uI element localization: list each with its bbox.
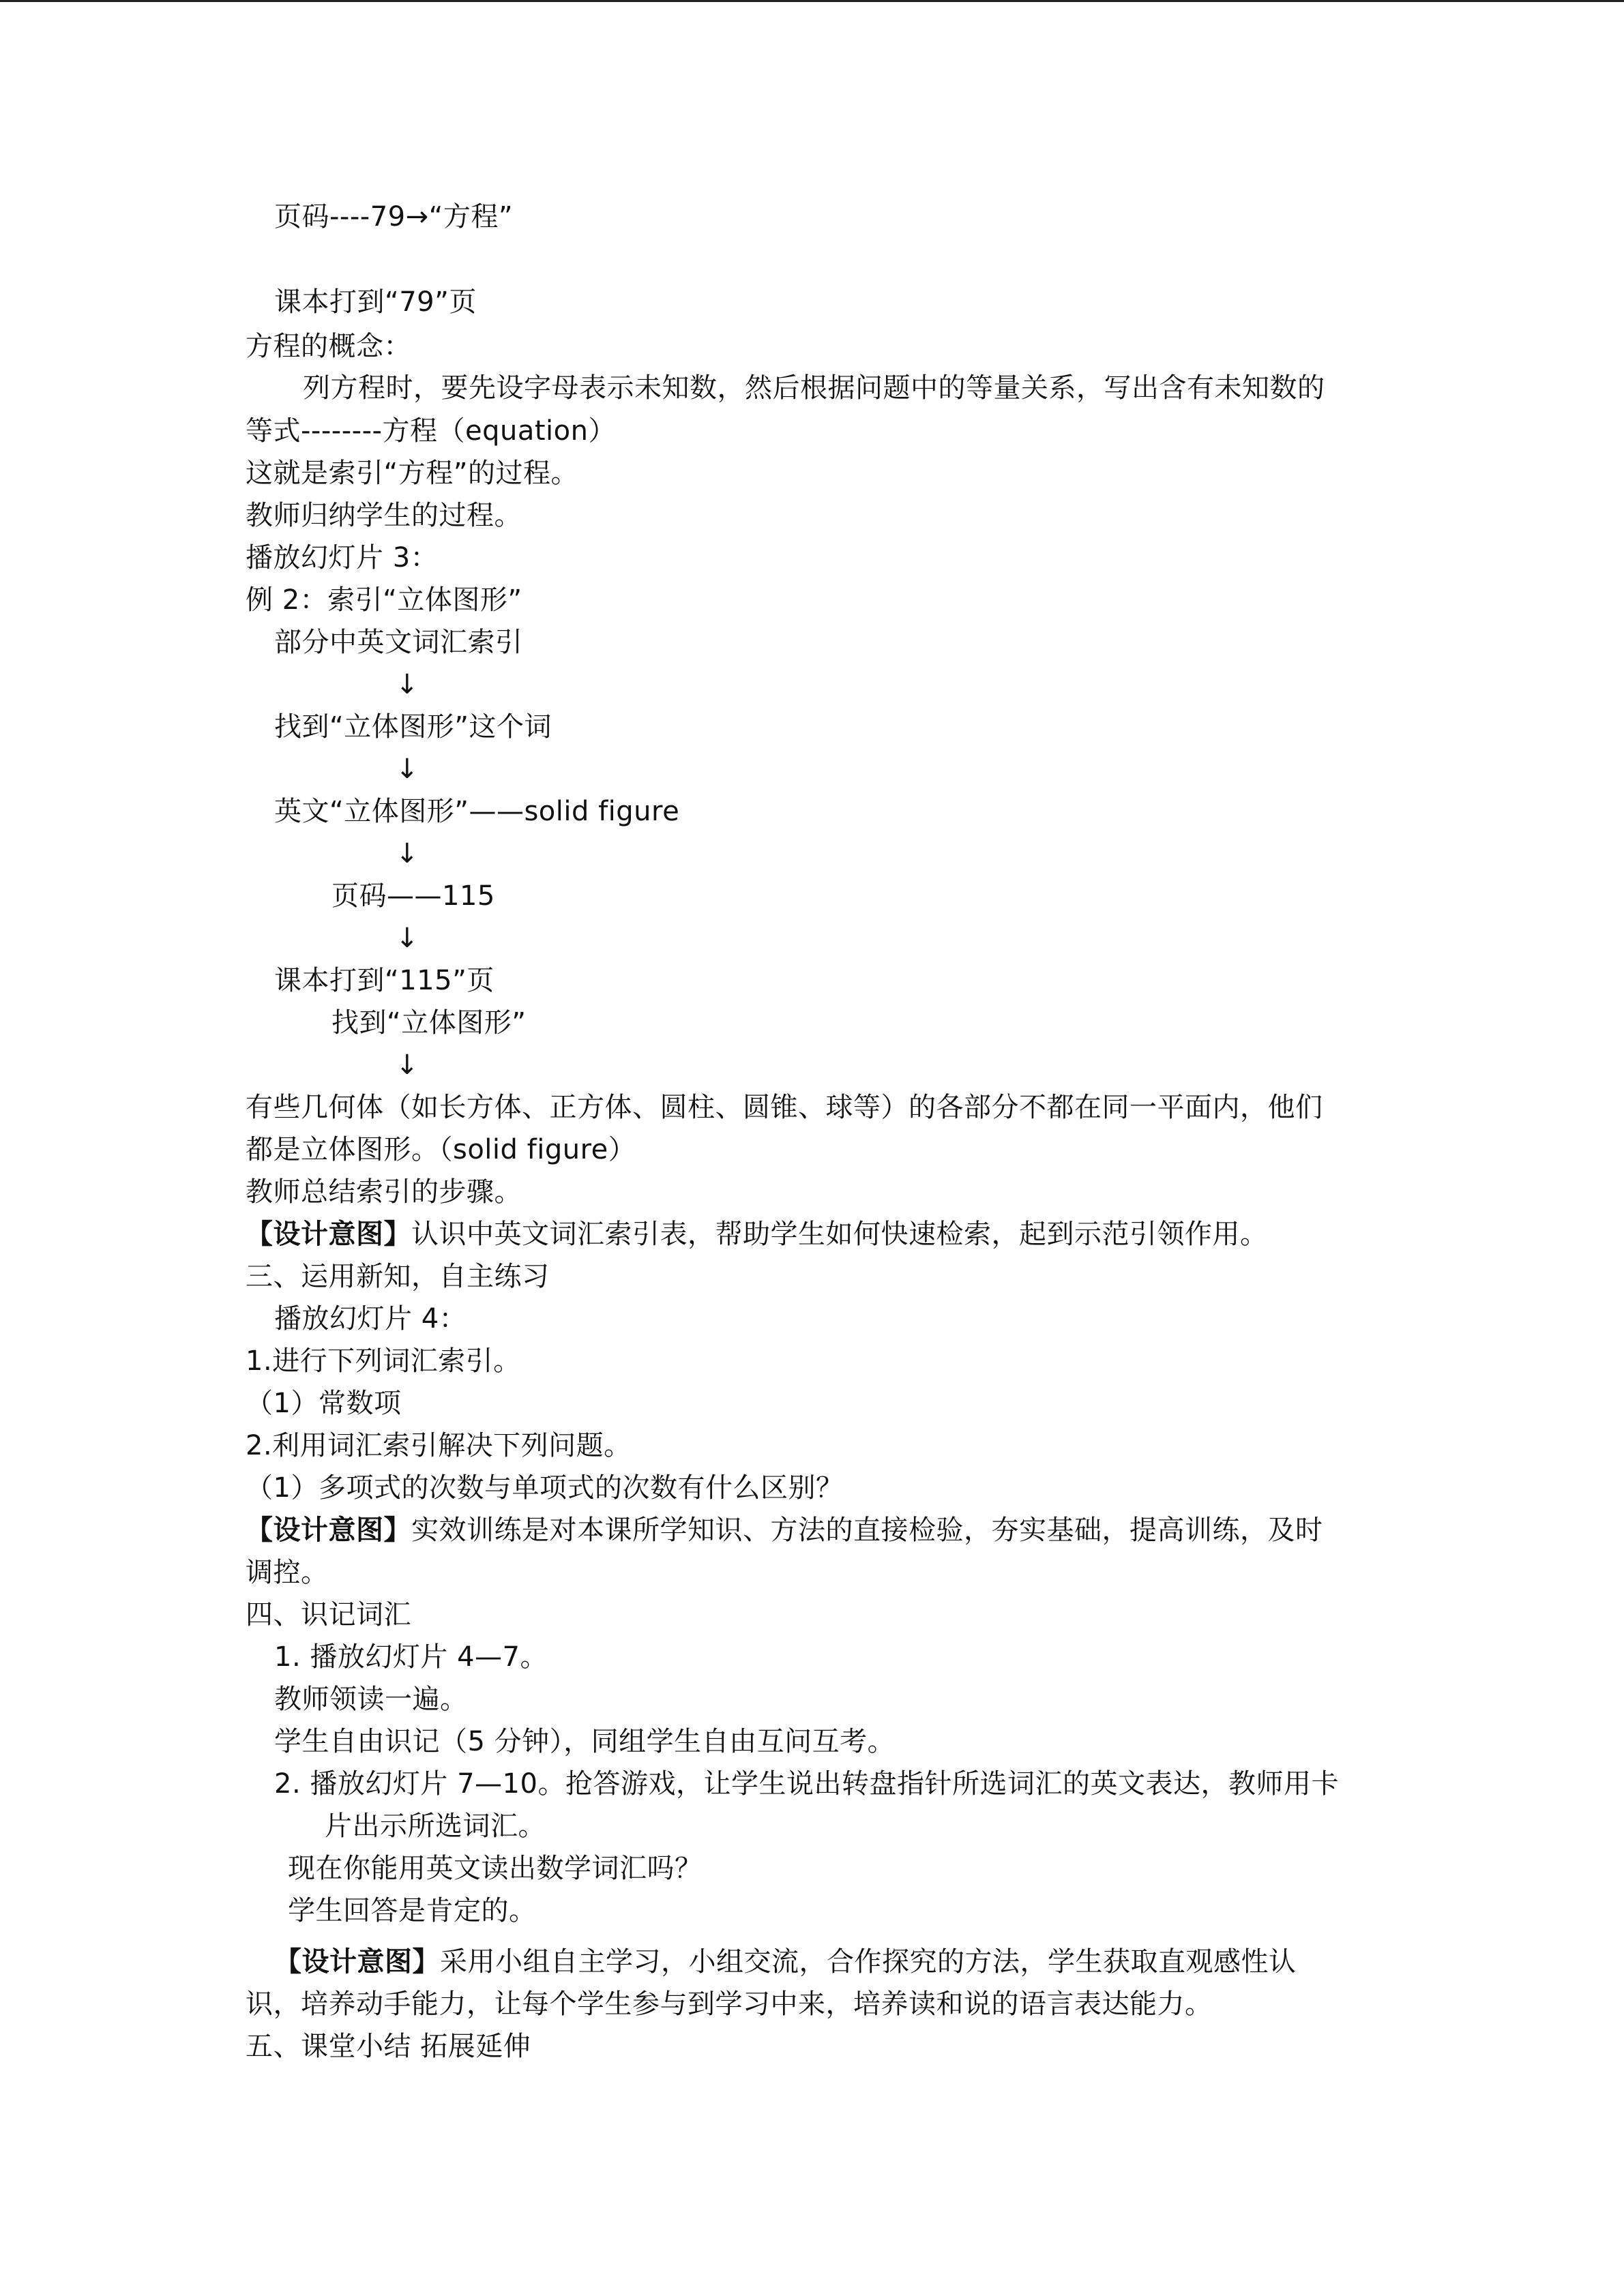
text-line: 找到“立体图形”这个词 bbox=[274, 711, 552, 743]
section-heading: 三、运用新知，自主练习 bbox=[246, 1261, 550, 1292]
flow-arrow-icon: ↓ bbox=[396, 1049, 419, 1081]
text-line: 等式--------方程（equation） bbox=[246, 415, 616, 447]
text-line: 课本打到“79”页 bbox=[274, 286, 477, 318]
text-line: 页码----79→“方程” bbox=[274, 201, 514, 233]
text-line: 片出示所选词汇。 bbox=[325, 1810, 546, 1842]
text-line: 教师总结索引的步骤。 bbox=[246, 1176, 522, 1208]
text-line: 教师领读一遍。 bbox=[274, 1684, 468, 1715]
design-intent-text: 采用小组自主学习，小组交流，合作探究的方法，学生获取直观感性认 bbox=[440, 1946, 1297, 1978]
text-line: （1）多项式的次数与单项式的次数有什么区别？ bbox=[246, 1472, 844, 1504]
text-line: 调控。 bbox=[246, 1557, 329, 1588]
text-line: 现在你能用英文读出数学词汇吗？ bbox=[288, 1853, 703, 1884]
design-intent-label: 【设计意图】 bbox=[274, 1946, 440, 1978]
text-line: （1）常数项 bbox=[246, 1388, 402, 1419]
design-intent-text: 实效训练是对本课所学知识、方法的直接检验，夯实基础，提高训练，及时 bbox=[411, 1515, 1323, 1546]
design-intent-label: 【设计意图】 bbox=[246, 1515, 411, 1546]
design-intent-line bbox=[246, 1511, 1323, 1549]
text-line: 页码——115 bbox=[331, 880, 495, 912]
text-line: 这就是索引“方程”的过程。 bbox=[246, 458, 578, 489]
flow-arrow-icon: ↓ bbox=[396, 754, 419, 785]
design-intent-line bbox=[246, 1215, 1268, 1253]
text-line: 课本打到“115”页 bbox=[274, 965, 494, 996]
text-line: 2. 播放幻灯片 7—10。抢答游戏，让学生说出转盘指针所选词汇的英文表达，教师用卡 bbox=[274, 1768, 1339, 1800]
design-intent-text: 认识中英文词汇索引表，帮助学生如何快速检索，起到示范引领作用。 bbox=[411, 1219, 1268, 1250]
text-line: 有些几何体（如长方体、正方体、圆柱、圆锥、球等）的各部分不都在同一平面内，他们 bbox=[246, 1092, 1323, 1123]
flow-arrow-icon: ↓ bbox=[396, 838, 419, 869]
text-line: 1.进行下列词汇索引。 bbox=[246, 1345, 521, 1377]
text-line: 都是立体图形。（solid figure） bbox=[246, 1134, 636, 1165]
text-line: 例 2：索引“立体图形” bbox=[246, 584, 522, 616]
section-heading: 四、识记词汇 bbox=[246, 1599, 411, 1630]
flow-arrow-icon: ↓ bbox=[396, 669, 419, 700]
text-line: 学生回答是肯定的。 bbox=[288, 1895, 537, 1926]
design-intent-line bbox=[274, 1943, 1297, 1981]
design-intent-label: 【设计意图】 bbox=[246, 1219, 411, 1250]
flow-arrow-icon: ↓ bbox=[396, 923, 419, 954]
text-line: 找到“立体图形” bbox=[331, 1007, 527, 1039]
text-line: 2.利用词汇索引解决下列问题。 bbox=[246, 1430, 632, 1461]
text-line: 列方程时，要先设字母表示未知数，然后根据问题中的等量关系，写出含有未知数的 bbox=[303, 372, 1325, 404]
document-page bbox=[246, 0, 1391, 2296]
text-line: 识，培养动手能力，让每个学生参与到学习中来，培养读和说的语言表达能力。 bbox=[246, 1988, 1213, 2020]
text-line: 教师归纳学生的过程。 bbox=[246, 500, 522, 531]
text-line: 部分中英文词汇索引 bbox=[274, 627, 523, 658]
text-line: 播放幻灯片 4： bbox=[274, 1303, 467, 1335]
text-line: 方程的概念： bbox=[246, 331, 411, 362]
text-line: 英文“立体图形”——solid figure bbox=[274, 796, 680, 827]
text-line: 学生自由识记（5 分钟），同组学生自由互问互考。 bbox=[274, 1726, 896, 1757]
text-line: 播放幻灯片 3： bbox=[246, 542, 439, 573]
text-line: 1. 播放幻灯片 4—7。 bbox=[274, 1641, 548, 1673]
section-heading: 五、课堂小结 拓展延伸 bbox=[246, 2031, 531, 2062]
